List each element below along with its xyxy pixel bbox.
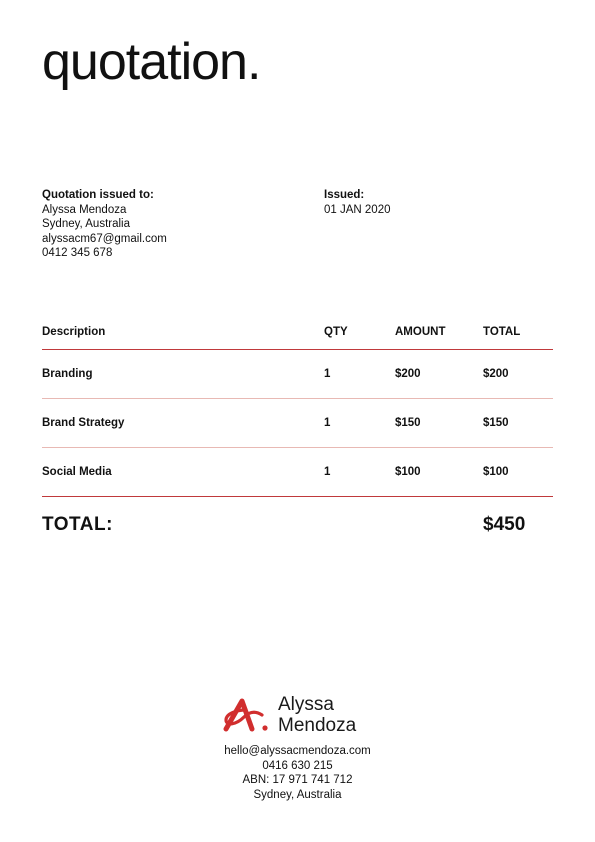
monogram-logo-icon (222, 698, 270, 732)
grand-total-value: $450 (483, 514, 526, 535)
header-description: Description (42, 326, 106, 338)
row-qty: 1 (324, 417, 331, 429)
contact-email: hello@alyssacmendoza.com (224, 745, 371, 757)
row-qty: 1 (324, 466, 331, 478)
brand-lockup (222, 694, 382, 738)
row-amount: $200 (395, 368, 421, 380)
issued-date: 01 JAN 2020 (324, 203, 391, 216)
row-qty: 1 (324, 368, 331, 380)
brand-first-name: Alyssa (278, 694, 334, 715)
contact-abn: ABN: 17 971 741 712 (242, 774, 353, 787)
table-row (42, 448, 553, 496)
contact-phone: 0416 630 215 (262, 759, 333, 772)
brand-last-name: Mendoza (278, 715, 357, 736)
recipient-email: alyssacm67@gmail.com (42, 232, 167, 245)
header-total: TOTAL (483, 326, 521, 338)
grand-total-row (42, 514, 553, 540)
row-total: $150 (483, 417, 509, 429)
contact-location: Sydney, Australia (253, 788, 342, 801)
header-qty: QTY (324, 326, 348, 338)
line-items-table (42, 320, 553, 497)
table-row (42, 350, 553, 398)
recipient-location: Sydney, Australia (42, 218, 131, 231)
row-description: Branding (42, 368, 93, 380)
row-total: $100 (483, 466, 509, 478)
recipient-name: Alyssa Mendoza (42, 203, 127, 216)
issued-block (324, 188, 391, 217)
contact-footer (0, 744, 595, 802)
recipient-label: Quotation issued to: (42, 189, 154, 201)
recipient-block (42, 188, 167, 261)
table-row (42, 399, 553, 447)
row-description: Social Media (42, 466, 112, 478)
header-amount: AMOUNT (395, 326, 446, 338)
row-amount: $150 (395, 417, 421, 429)
table-bottom-divider (42, 496, 553, 497)
grand-total-label: TOTAL: (42, 514, 113, 535)
row-description: Brand Strategy (42, 417, 125, 429)
page-title: quotation. (42, 33, 261, 91)
issued-label: Issued: (324, 189, 365, 201)
row-amount: $100 (395, 466, 421, 478)
recipient-phone: 0412 345 678 (42, 247, 113, 260)
brand-name (278, 694, 356, 736)
table-header-row (42, 320, 553, 349)
row-total: $200 (483, 368, 509, 380)
